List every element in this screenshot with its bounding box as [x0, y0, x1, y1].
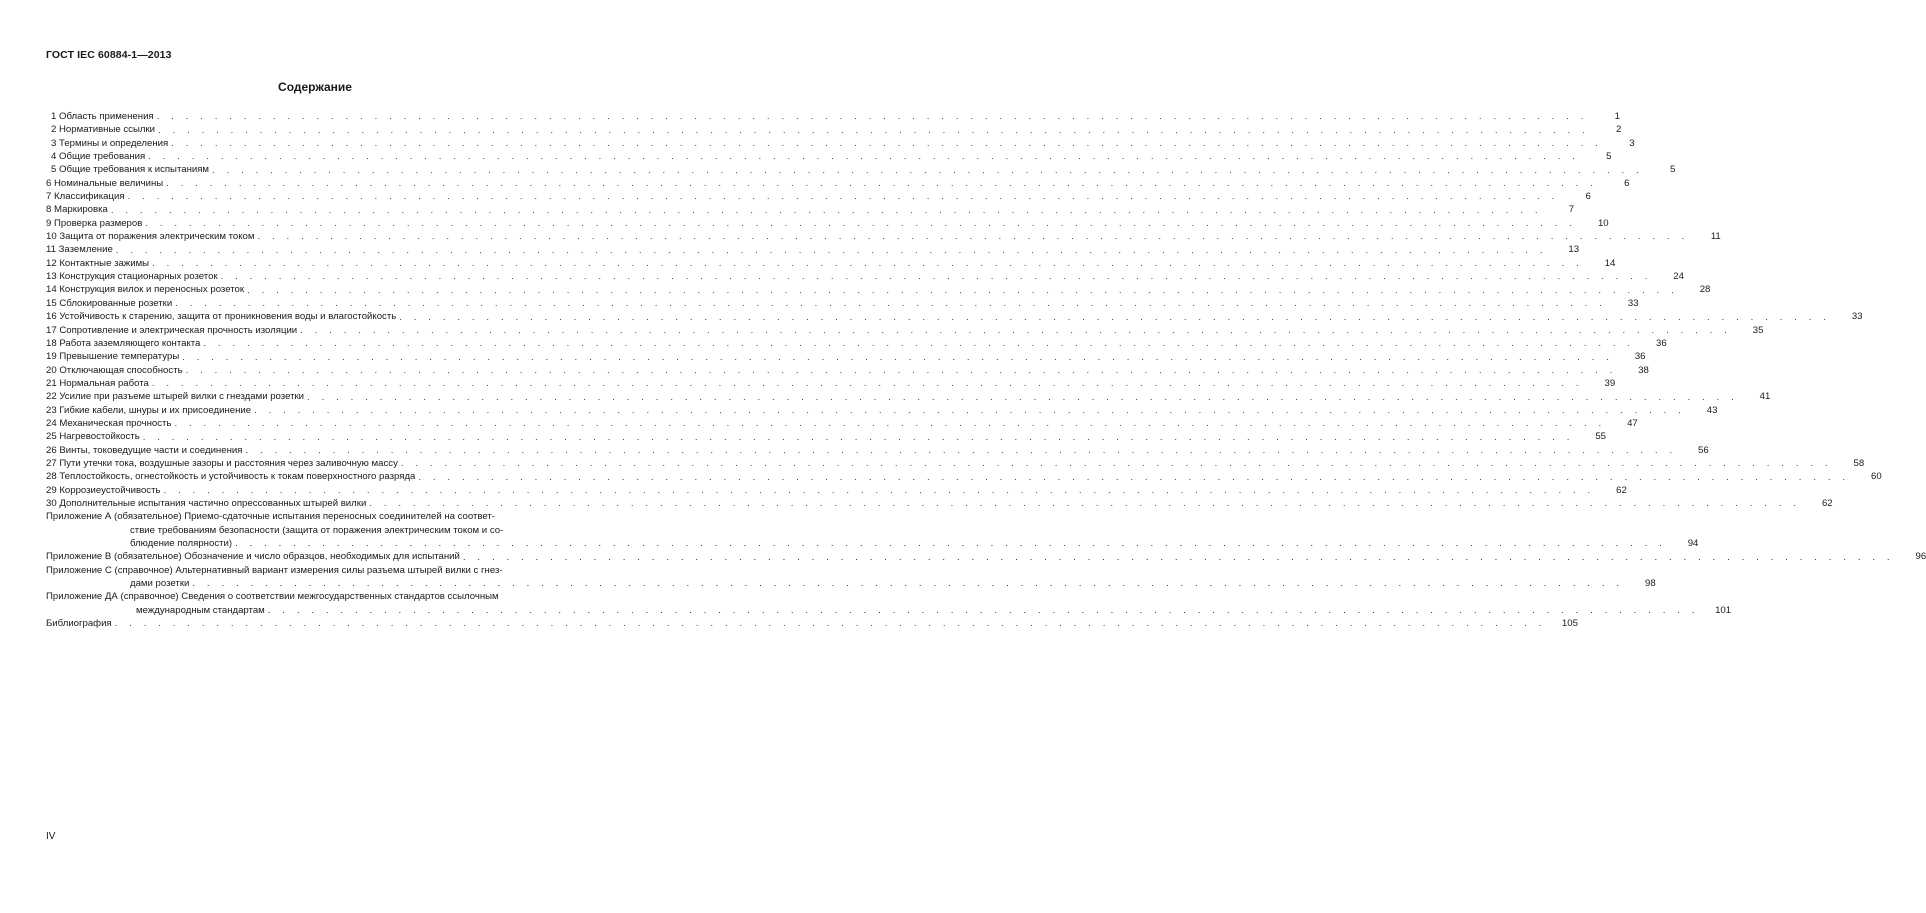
toc-entry-page: 5 — [1606, 151, 1612, 163]
toc-entry[interactable] — [46, 497, 1833, 510]
toc-leader-dots: . . . . . . . . . . . . . . . . . . . . . . . . . . . . . . . . . . . . . . . . . . . . . . . . . . . . . . . . . . . . . . . . . . . . . . . . . . . . . . . . . . . . . . . . . . . . . . . . . . . — [212, 164, 1644, 176]
toc-leader-dots: . . . . . . . . . . . . . . . . . . . . . . . . . . . . . . . . . . . . . . . . . . . . . . . . . . . . . . . . . . . . . . . . . . . . . . . . . . . . . . . . . . . . . . . . . . . . . . . . . . . — [235, 538, 1667, 550]
toc-leader-dots: . . . . . . . . . . . . . . . . . . . . . . . . . . . . . . . . . . . . . . . . . . . . . . . . . . . . . . . . . . . . . . . . . . . . . . . . . . . . . . . . . . . . . . . . . . . . . . . . . . . — [182, 351, 1614, 363]
toc-annex-line: Приложение С (справочное) Альтернативный вариант измерения силы разъема штырей вилки с гнез- — [46, 564, 503, 576]
toc-entry-label: 20 Отключающая способность — [46, 364, 183, 376]
toc-entry[interactable] — [46, 110, 1620, 123]
toc-entry-page: 101 — [1715, 604, 1732, 616]
toc-entry-label: 15 Сблокированные розетки — [46, 297, 173, 309]
toc-entry-label: 18 Работа заземляющего контакта — [46, 337, 201, 349]
toc-entry-page: 10 — [1597, 217, 1609, 229]
toc-entry[interactable] — [46, 457, 1865, 470]
toc-entry-page: 47 — [1627, 417, 1638, 429]
toc-entry-label: 4 Общие требования — [51, 151, 146, 163]
toc-entry-page: 98 — [1645, 578, 1656, 590]
toc-leader-dots: . . . . . . . . . . . . . . . . . . . . . . . . . . . . . . . . . . . . . . . . . . . . . . . . . . . . . . . . . . . . . . . . . . . . . . . . . . . . . . . . . . . . . . . . . . . . . . . . . . . — [245, 444, 1677, 456]
toc-leader-dots: . . . . . . . . . . . . . . . . . . . . . . . . . . . . . . . . . . . . . . . . . . . . . . . . . . . . . . . . . . . . . . . . . . . . . . . . . . . . . . . . . . . . . . . . . . . . . . . . . . . — [152, 258, 1584, 270]
toc-leader-dots: . . . . . . . . . . . . . . . . . . . . . . . . . . . . . . . . . . . . . . . . . . . . . . . . . . . . . . . . . . . . . . . . . . . . . . . . . . . . . . . . . . . . . . . . . . . . . . . . . . . — [400, 458, 1833, 470]
toc-entry-label: 25 Нагревостойкость — [46, 431, 140, 443]
toc-leader-dots: . . . . . . . . . . . . . . . . . . . . . . . . . . . . . . . . . . . . . . . . . . . . . . . . . . . . . . . . . . . . . . . . . . . . . . . . . . . . . . . . . . . . . . . . . . . . . . . . . . . — [151, 378, 1584, 390]
toc-leader-dots: . . . . . . . . . . . . . . . . . . . . . . . . . . . . . . . . . . . . . . . . . . . . . . . . . . . . . . . . . . . . . . . . . . . . . . . . . . . . . . . . . . . . . . . . . . . . . . . . . . . — [418, 471, 1850, 483]
toc-entry-label: 28 Теплостойкость, огнестойкость и устойчивость к токам поверхностного разряда — [46, 471, 416, 483]
toc-leader-dots: . . . . . . . . . . . . . . . . . . . . . . . . . . . . . . . . . . . . . . . . . . . . . . . . . . . . . . . . . . . . . . . . . . . . . . . . . . . . . . . . . . . . . . . . . . . . . . . . . . . — [462, 551, 1895, 563]
toc-entry[interactable] — [46, 270, 1684, 283]
toc-entry-label: 10 Защита от поражения электрическим током — [46, 231, 255, 243]
toc-entry[interactable] — [46, 203, 1575, 216]
toc-leader-dots: . . . . . . . . . . . . . . . . . . . . . . . . . . . . . . . . . . . . . . . . . . . . . . . . . . . . . . . . . . . . . . . . . . . . . . . . . . . . . . . . . . . . . . . . . . . . . . . . . . . — [115, 244, 1548, 256]
toc-entry[interactable] — [46, 390, 1771, 403]
toc-entry-page: 62 — [1616, 484, 1627, 496]
toc-entry-label: 30 Дополнительные испытания частично опрессованных штырей вилки — [46, 497, 367, 509]
toc-leader-dots: . . . . . . . . . . . . . . . . . . . . . . . . . . . . . . . . . . . . . . . . . . . . . . . . . . . . . . . . . . . . . . . . . . . . . . . . . . . . . . . . . . . . . . . . . . . . . . . . . . . — [174, 418, 1606, 430]
toc-entry-page: 28 — [1699, 284, 1711, 296]
toc-leader-dots: . . . . . . . . . . . . . . . . . . . . . . . . . . . . . . . . . . . . . . . . . . . . . . . . . . . . . . . . . . . . . . . . . . . . . . . . . . . . . . . . . . . . . . . . . . . . . . . . . . . — [110, 204, 1543, 216]
toc-entry[interactable] — [46, 444, 1709, 457]
toc-entry-page: 43 — [1706, 404, 1718, 416]
toc-entry[interactable] — [46, 297, 1639, 310]
toc-entry-label: 7 Классификация — [46, 191, 125, 203]
toc-annex-line: дами розетки — [130, 578, 190, 590]
toc-entry[interactable] — [46, 257, 1616, 270]
toc-entry-label: Библиография — [46, 618, 112, 630]
toc-entry-page: 94 — [1687, 538, 1699, 549]
toc-entry[interactable] — [46, 350, 1646, 363]
toc-entry[interactable] — [46, 324, 1764, 337]
toc-entry-page: 36 — [1634, 351, 1646, 363]
toc-annex-line: Приложение А (обязательное) Приемо-сдаточные испытания переносных соединителей на соответ- — [46, 511, 496, 523]
toc-entry[interactable] — [46, 163, 1676, 176]
toc-leader-dots: . . . . . . . . . . . . . . . . . . . . . . . . . . . . . . . . . . . . . . . . . . . . . . . . . . . . . . . . . . . . . . . . . . . . . . . . . . . . . . . . . . . . . . . . . . . . . . . . . . . — [114, 618, 1546, 630]
toc-leader-dots: . . . . . . . . . . . . . . . . . . . . . . . . . . . . . . . . . . . . . . . . . . . . . . . . . . . . . . . . . . . . . . . . . . . . . . . . . . . . . . . . . . . . . . . . . . . . . . . . . . . — [307, 391, 1739, 403]
toc-entry-page: 6 — [1585, 191, 1591, 203]
toc-leader-dots: . . . . . . . . . . . . . . . . . . . . . . . . . . . . . . . . . . . . . . . . . . . . . . . . . . . . . . . . . . . . . . . . . . . . . . . . . . . . . . . . . . . . . . . . . . . . . . . . . . . — [192, 578, 1624, 590]
toc-entry-label: 5 Общие требования к испытаниям — [51, 164, 210, 176]
toc-entry-label: 26 Винты, токоведущие части и соединения — [46, 444, 243, 456]
toc-annex-entry[interactable] — [46, 510, 1699, 550]
toc-entry-page: 3 — [1629, 137, 1635, 149]
toc-entry-label: 23 Гибкие кабели, шнуры и их присоединение — [46, 404, 252, 416]
toc-entry-label: 21 Нормальная работа — [46, 377, 149, 389]
toc-entry[interactable] — [46, 364, 1649, 377]
toc-entry[interactable] — [46, 337, 1667, 350]
toc-leader-dots: . . . . . . . . . . . . . . . . . . . . . . . . . . . . . . . . . . . . . . . . . . . . . . . . . . . . . . . . . . . . . . . . . . . . . . . . . . . . . . . . . . . . . . . . . . . . . . . . . . . — [127, 191, 1559, 203]
toc-entry-label: 9 Проверка размеров — [46, 217, 143, 229]
toc-entry-page: 62 — [1821, 497, 1833, 509]
toc-entry-label: 6 Номинальные величины — [46, 177, 164, 189]
toc-entry-label: 14 Конструкция вилок и переносных розеток — [46, 284, 245, 296]
page-number: IV — [46, 831, 56, 842]
toc-entry-label: 3 Термины и определения — [51, 137, 169, 149]
toc-entry[interactable] — [46, 217, 1609, 230]
toc-leader-dots: . . . . . . . . . . . . . . . . . . . . . . . . . . . . . . . . . . . . . . . . . . . . . . . . . . . . . . . . . . . . . . . . . . . . . . . . . . . . . . . . . . . . . . . . . . . . . . . . . . . — [142, 431, 1574, 443]
toc-entry-label: 2 Нормативные ссылки — [51, 124, 156, 136]
toc-entry-label: 12 Контактные зажимы — [46, 257, 150, 269]
toc-annexes — [46, 510, 1926, 617]
toc-entry-label: 11 Заземление — [46, 244, 113, 256]
toc-leader-dots: . . . . . . . . . . . . . . . . . . . . . . . . . . . . . . . . . . . . . . . . . . . . . . . . . . . . . . . . . . . . . . . . . . . . . . . . . . . . . . . . . . . . . . . . . . . . . . . . . . . — [163, 484, 1595, 496]
toc-entry-page: 56 — [1698, 444, 1709, 456]
toc-entry[interactable] — [46, 177, 1630, 190]
toc-entry-label: 8 Маркировка — [46, 204, 108, 216]
toc-entry-page: 41 — [1759, 391, 1771, 403]
toc-leader-dots: . . . . . . . . . . . . . . . . . . . . . . . . . . . . . . . . . . . . . . . . . . . . . . . . . . . . . . . . . . . . . . . . . . . . . . . . . . . . . . . . . . . . . . . . . . . . . . . . . . . — [267, 605, 1700, 617]
toc-entry-page: 7 — [1568, 204, 1575, 216]
toc-entry-label: 24 Механическая прочность — [46, 417, 172, 429]
toc-entry[interactable] — [46, 430, 1606, 443]
toc-annex-entry[interactable] — [46, 550, 1926, 563]
toc-entry[interactable] — [46, 404, 1718, 417]
document-header: ГОСТ IEC 60884-1—2013 — [46, 49, 172, 61]
toc-entry[interactable] — [46, 137, 1635, 150]
toc-entry-label: 16 Устойчивость к старению, защита от проникновения воды и влагостойкость — [46, 311, 397, 323]
toc-leader-dots: . . . . . . . . . . . . . . . . . . . . . . . . . . . . . . . . . . . . . . . . . . . . . . . . . . . . . . . . . . . . . . . . . . . . . . . . . . . . . . . . . . . . . . . . . . . . . . . . . . . — [148, 151, 1580, 163]
toc-entry[interactable] — [46, 484, 1627, 497]
page-title: Содержание — [278, 80, 352, 94]
toc-leader-dots: . . . . . . . . . . . . . . . . . . . . . . . . . . . . . . . . . . . . . . . . . . . . . . . . . . . . . . . . . . . . . . . . . . . . . . . . . . . . . . . . . . . . . . . . . . . . . . . . . . . — [399, 311, 1831, 323]
toc-entry-label: 29 Коррозиеустойчивость — [46, 484, 161, 496]
toc-entry-page: 33 — [1627, 297, 1639, 309]
toc-annex-line: международным стандартам — [136, 604, 265, 616]
toc-entry-page: 35 — [1752, 324, 1764, 336]
toc-entry-page: 33 — [1851, 311, 1863, 323]
toc-entry-label: 1 Область применения — [51, 111, 154, 122]
toc-entry[interactable] — [46, 470, 1882, 483]
toc-entry[interactable] — [46, 150, 1612, 163]
toc-entry-label: 27 Пути утечки тока, воздушные зазоры и расстояния через заливочную массу — [46, 457, 398, 469]
toc-annex-line: Приложение В (обязательное) Обозначение и число образцов, необходимых для испытаний — [46, 551, 460, 563]
toc-entry[interactable] — [46, 123, 1622, 136]
toc-annex-line: ствие требованиям безопасности (защита от поражения электрическим током и со- — [130, 524, 504, 536]
toc-entry-page: 60 — [1871, 471, 1882, 483]
toc-entry[interactable] — [46, 283, 1711, 296]
toc-entry[interactable] — [46, 190, 1591, 203]
toc-annex-line: блюдение полярности) — [130, 538, 233, 549]
toc-leader-dots: . . . . . . . . . . . . . . . . . . . . . . . . . . . . . . . . . . . . . . . . . . . . . . . . . . . . . . . . . . . . . . . . . . . . . . . . . . . . . . . . . . . . . . . . . . . . . . . . . . . — [166, 178, 1598, 190]
toc-leader-dots: . . . . . . . . . . . . . . . . . . . . . . . . . . . . . . . . . . . . . . . . . . . . . . . . . . . . . . . . . . . . . . . . . . . . . . . . . . . . . . . . . . . . . . . . . . . . . . . . . . . — [300, 324, 1732, 336]
toc-annex-line: Приложение ДА (справочное) Сведения о соответствии межгосударственных стандартов ссылочным — [46, 591, 499, 603]
toc-entry-page: 6 — [1624, 177, 1630, 189]
toc-entry-page: 5 — [1669, 164, 1676, 176]
toc-entry-label: 13 Конструкция стационарных розеток — [46, 271, 218, 283]
toc-leader-dots: . . . . . . . . . . . . . . . . . . . . . . . . . . . . . . . . . . . . . . . . . . . . . . . . . . . . . . . . . . . . . . . . . . . . . . . . . . . . . . . . . . . . . . . . . . . . . . . . . . . — [254, 404, 1686, 416]
toc-entry[interactable] — [46, 230, 1721, 243]
toc-entry-page: 2 — [1615, 124, 1622, 136]
toc-entry[interactable] — [46, 417, 1638, 430]
toc-entry[interactable] — [46, 243, 1580, 256]
toc-entry[interactable] — [46, 377, 1616, 390]
toc-entry[interactable] — [46, 310, 1863, 323]
toc-entry-page: 39 — [1604, 377, 1616, 389]
toc-entry-page: 11 — [1710, 231, 1721, 243]
toc-leader-dots: . . . . . . . . . . . . . . . . . . . . . . . . . . . . . . . . . . . . . . . . . . . . . . . . . . . . . . . . . . . . . . . . . . . . . . . . . . . . . . . . . . . . . . . . . . . . . . . . . . . — [369, 498, 1801, 510]
toc-leader-dots: . . . . . . . . . . . . . . . . . . . . . . . . . . . . . . . . . . . . . . . . . . . . . . . . . . . . . . . . . . . . . . . . . . . . . . . . . . . . . . . . . . . . . . . . . . . . . . . . . . . — [203, 338, 1635, 350]
toc-entry-page: 36 — [1656, 337, 1667, 349]
toc-entry-page: 105 — [1561, 618, 1578, 630]
toc-entry-label: 17 Сопротивление и электрическая прочность изоляции — [46, 324, 298, 336]
toc-leader-dots: . . . . . . . . . . . . . . . . . . . . . . . . . . . . . . . . . . . . . . . . . . . . . . . . . . . . . . . . . . . . . . . . . . . . . . . . . . . . . . . . . . . . . . . . . . . . . . . . . . . — [220, 271, 1652, 283]
toc-entry-page: 1 — [1614, 111, 1620, 122]
toc-annex-entry[interactable] — [46, 564, 1656, 591]
toc-leader-dots: . . . . . . . . . . . . . . . . . . . . . . . . . . . . . . . . . . . . . . . . . . . . . . . . . . . . . . . . . . . . . . . . . . . . . . . . . . . . . . . . . . . . . . . . . . . . . . . . . . . — [175, 298, 1607, 310]
toc-entry-label: 22 Усилие при разъеме штырей вилки с гнездами розетки — [46, 391, 305, 403]
toc-leader-dots: . . . . . . . . . . . . . . . . . . . . . . . . . . . . . . . . . . . . . . . . . . . . . . . . . . . . . . . . . . . . . . . . . . . . . . . . . . . . . . . . . . . . . . . . . . . . . . . . . . . — [145, 218, 1577, 230]
toc-leader-dots: . . . . . . . . . . . . . . . . . . . . . . . . . . . . . . . . . . . . . . . . . . . . . . . . . . . . . . . . . . . . . . . . . . . . . . . . . . . . . . . . . . . . . . . . . . . . . . . . . . . — [257, 231, 1689, 243]
toc-entry-page: 38 — [1638, 364, 1649, 376]
toc-entry-page: 58 — [1853, 457, 1865, 469]
toc-items — [46, 110, 1882, 510]
toc-leader-dots: . . . . . . . . . . . . . . . . . . . . . . . . . . . . . . . . . . . . . . . . . . . . . . . . . . . . . . . . . . . . . . . . . . . . . . . . . . . . . . . . . . . . . . . . . . . . . . . . . . . — [158, 124, 1590, 136]
toc-entry-bibliography[interactable] — [46, 617, 1578, 630]
toc-entry-label: 19 Превышение температуры — [46, 351, 180, 363]
toc-entry-page: 13 — [1568, 244, 1580, 256]
toc-annex-entry[interactable] — [46, 590, 1732, 617]
toc-entry-page: 55 — [1595, 431, 1606, 443]
toc-leader-dots: . . . . . . . . . . . . . . . . . . . . . . . . . . . . . . . . . . . . . . . . . . . . . . . . . . . . . . . . . . . . . . . . . . . . . . . . . . . . . . . . . . . . . . . . . . . . . . . . . . . — [247, 284, 1679, 296]
toc-entry-page: 96 — [1915, 551, 1926, 563]
toc-entry-page: 14 — [1604, 257, 1616, 269]
toc-leader-dots: . . . . . . . . . . . . . . . . . . . . . . . . . . . . . . . . . . . . . . . . . . . . . . . . . . . . . . . . . . . . . . . . . . . . . . . . . . . . . . . . . . . . . . . . . . . . . . . . . . . — [185, 364, 1617, 376]
toc-leader-dots: . . . . . . . . . . . . . . . . . . . . . . . . . . . . . . . . . . . . . . . . . . . . . . . . . . . . . . . . . . . . . . . . . . . . . . . . . . . . . . . . . . . . . . . . . . . . . . . . . . . — [156, 111, 1588, 123]
toc-leader-dots: . . . . . . . . . . . . . . . . . . . . . . . . . . . . . . . . . . . . . . . . . . . . . . . . . . . . . . . . . . . . . . . . . . . . . . . . . . . . . . . . . . . . . . . . . . . . . . . . . . . — [171, 138, 1603, 150]
table-of-contents — [46, 110, 1926, 630]
toc-entry-page: 24 — [1673, 271, 1684, 283]
